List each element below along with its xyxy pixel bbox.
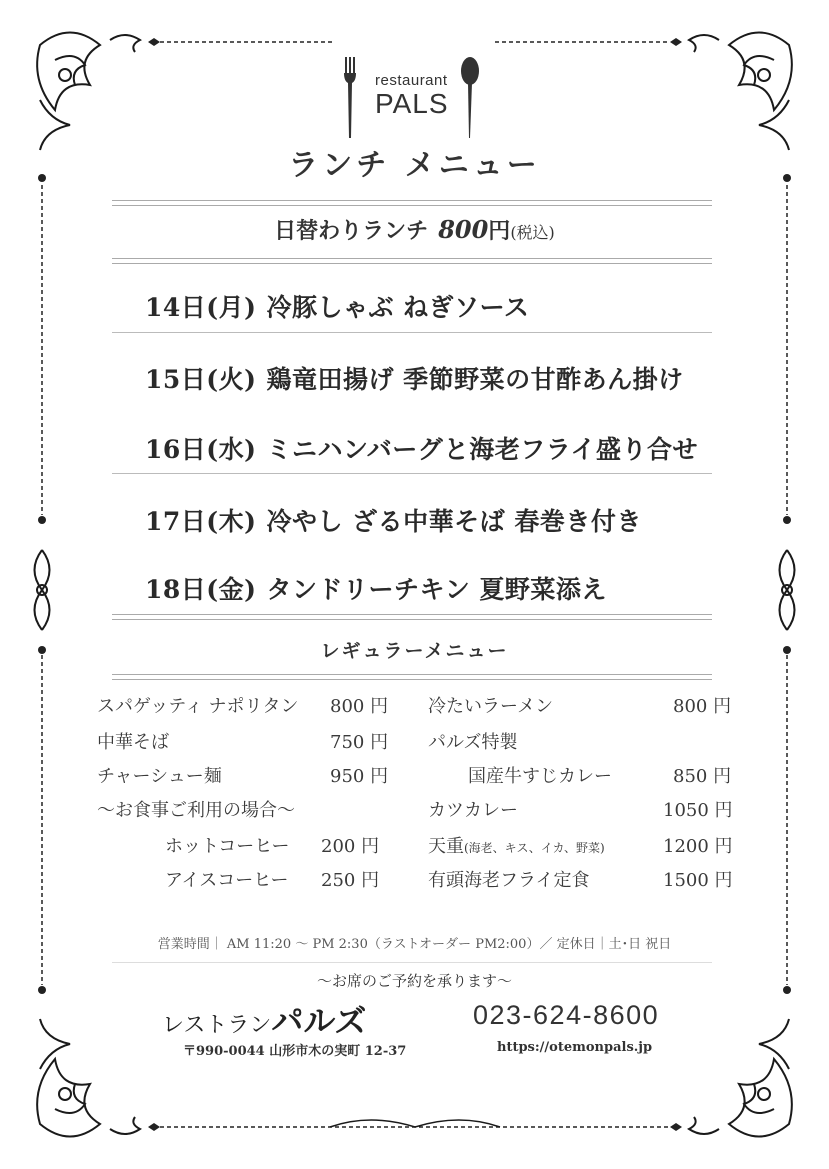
regular-item-name: チャーシュー麺 [97, 766, 222, 787]
shop-name [162, 996, 366, 1042]
regular-item-price: 1500 円 [663, 870, 733, 891]
day-date: 17日(木) [145, 507, 257, 536]
corner-ornament-bottom-left [37, 1019, 140, 1137]
regular-item-price: 750 円 [330, 732, 389, 753]
regular-item-price: 250 円 [321, 870, 380, 891]
tenju-name: 天重 [428, 836, 464, 857]
day-dish: タンドリーチキン 夏野菜添え [266, 575, 607, 604]
regular-item-price: 950 円 [330, 766, 389, 787]
regular-item-price: 850 円 [673, 766, 732, 787]
regular-item-name: カツカレー [428, 800, 518, 821]
daily-menu-row [145, 570, 607, 606]
regular-item-name: 冷たいラーメン [428, 696, 554, 717]
corner-ornament-top-left [37, 33, 140, 151]
regular-menu-title: レギュラーメニュー [320, 640, 509, 662]
logo-restaurant-text: restaurant [375, 72, 448, 89]
regular-item-price: 200 円 [321, 836, 380, 857]
bottom-flourish [330, 1120, 500, 1127]
day-dish: ミニハンバーグと海老フライ盛り合せ [266, 435, 698, 464]
regular-item-name: 中華そば [97, 732, 169, 753]
shop-name-bold: パルズ [271, 1003, 367, 1039]
daily-menu-row [145, 502, 642, 538]
website-url: https://otemonpals.jp [497, 1040, 653, 1055]
logo-pals-text: PALS [375, 88, 449, 119]
regular-item-price: 1200 円 [663, 836, 733, 857]
divider [112, 200, 712, 201]
regular-item-name: パルズ特製 [428, 732, 518, 753]
daily-lunch-label: 日替わりランチ [274, 218, 429, 244]
regular-item-name: アイスコーヒー [165, 870, 289, 891]
regular-item-name: スパゲッティ ナポリタン [97, 696, 299, 717]
dining-note: ～お食事ご利用の場合～ [97, 800, 295, 821]
daily-menu-row [145, 430, 698, 466]
day-date: 18日(金) [145, 575, 257, 604]
day-date: 15日(火) [145, 365, 257, 394]
divider [112, 679, 712, 680]
divider [112, 205, 712, 206]
day-date: 14日(月) [145, 293, 257, 322]
divider [112, 258, 712, 259]
address: 〒990-0044 山形市木の実町 12-37 [183, 1044, 407, 1059]
divider [112, 263, 712, 264]
regular-item-name: 有頭海老フライ定食 [428, 870, 590, 891]
divider [112, 614, 712, 615]
daily-lunch-header [0, 214, 829, 245]
daily-menu-row [145, 360, 684, 396]
divider [112, 473, 712, 474]
tax-note: (税込) [510, 223, 555, 242]
side-scroll-right [780, 550, 795, 630]
business-hours: 営業時間｜ AM 11:20 ～ PM 2:30（ラストオーダー PM2:00）／ 定休日｜土･日 祝日 [157, 937, 672, 952]
side-scroll-left [35, 550, 50, 630]
tenju-note: (海老、キス、イカ、野菜) [464, 841, 605, 855]
corner-ornament-bottom-right [689, 1019, 792, 1137]
day-date: 16日(水) [145, 435, 257, 464]
daily-menu-row [145, 288, 529, 324]
regular-item-name: ホットコーヒー [165, 836, 290, 857]
shop-prefix: レストラン [162, 1012, 272, 1037]
day-dish: 鶏竜田揚げ 季節野菜の甘酢あん掛け [266, 365, 684, 394]
regular-item-price: 1050 円 [663, 800, 733, 821]
page-title: ランチ メニュー [288, 148, 541, 183]
divider [112, 962, 712, 963]
regular-item-name: 国産牛すじカレー [468, 766, 612, 787]
regular-item-name [428, 832, 605, 858]
phone-number: 023-624-8600 [473, 1000, 660, 1030]
yen-unit: 円 [488, 218, 511, 244]
reservation-note: ～お席のご予約を承ります～ [316, 972, 512, 990]
daily-lunch-price: 800 [438, 215, 489, 244]
corner-ornament-top-right [689, 33, 792, 151]
regular-item-price: 800 円 [673, 696, 732, 717]
divider [112, 332, 712, 333]
divider [112, 674, 712, 675]
divider [112, 619, 712, 620]
regular-item-price: 800 円 [330, 696, 389, 717]
day-dish: 冷豚しゃぶ ねぎソース [266, 293, 530, 322]
day-dish: 冷やし ざる中華そば 春巻き付き [266, 507, 642, 536]
